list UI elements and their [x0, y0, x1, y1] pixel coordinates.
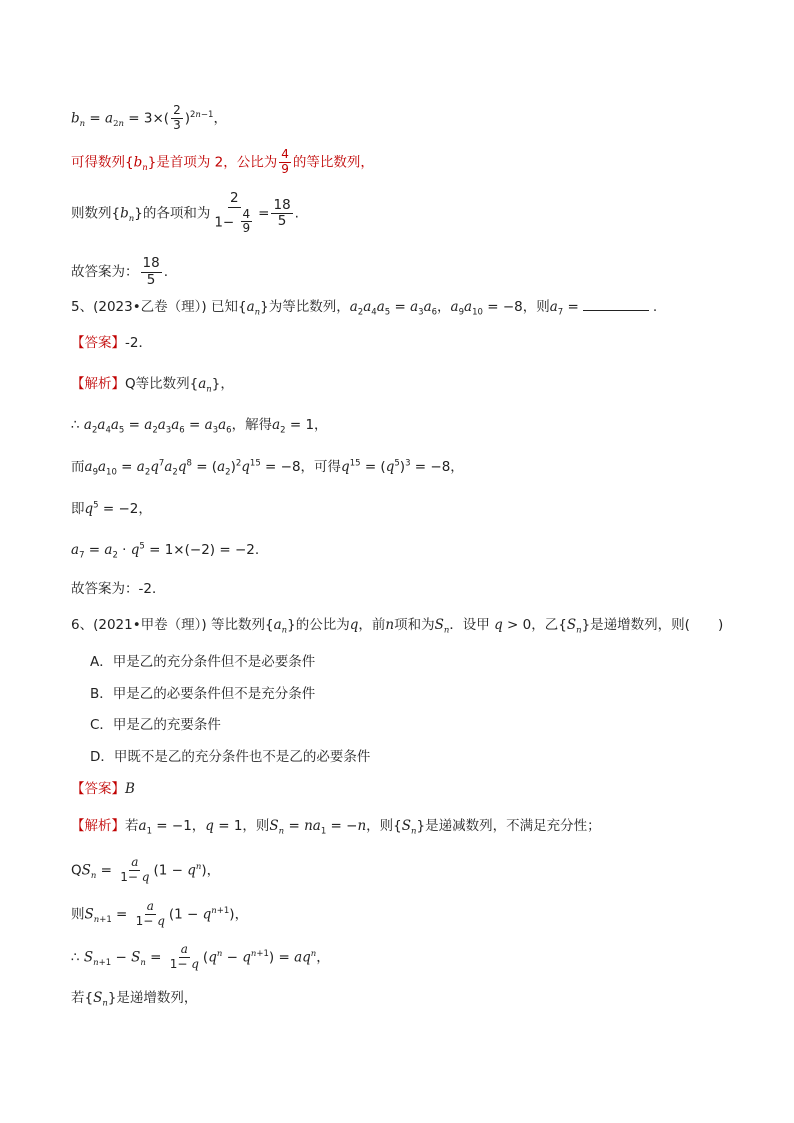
q5-answer: 【答案】-2．: [71, 335, 152, 351]
q6-analysis-3: 则$S_{n+1}$ = $\frac{a}{1- q}$ $(1 - q^{n+1})$，: [71, 899, 249, 928]
line-sum: 则数列$\{b_n\}$的各项和为 2 1− $\frac{4}{9}$ = $\frac{18}{5}$ .: [71, 190, 299, 236]
answer-blank: [583, 298, 649, 311]
q5-stem: 5、(2023•乙卷（理）) 已知$\{a_n\}$为等比数列，$a_2a_4a_5 = a_3a_6$，$a_9a_{10} = -8$，则$a_7$ = .: [71, 299, 658, 318]
q5-analysis-2: ∴ $a_2a_4a_5 = a_2a_3a_6 = a_3a_6$，解得$a_2 = 1$，: [71, 417, 328, 436]
option-a: A．甲是乙的充分条件但不是必要条件: [90, 654, 316, 670]
q6-analysis-2: $QS_n$ = $\frac{a}{1- q}$ $(1 - q^n)$，: [71, 855, 221, 884]
option-b: B．甲是乙的必要条件但不是充分条件: [90, 686, 316, 702]
q6-stem: 6、(2021•甲卷（理）) 等比数列$\{a_n\}$的公比为q，前n项和为$S_n$．设甲 q > 0，乙$\{S_n\}$是递增数列，则( ): [71, 617, 724, 636]
q6-answer: 【答案】B: [71, 781, 135, 797]
q6-analysis-1: 【解析】若$a_1 = -1$，q = 1，则$S_n = na_1 = -n$，则$\{S_n\}$是递减数列，不满足充分性；: [71, 818, 601, 837]
q6-analysis-5: 若$\{S_n\}$是递增数列，: [71, 990, 198, 1009]
line-ratio: 可得数列$\{b_n\}$是首项为 2，公比为 $\frac{4}{9}$ 的等比数列，: [71, 147, 374, 176]
q5-final-answer: 故答案为：-2．: [71, 581, 166, 597]
q5-analysis-4: 即$q^5 = -2$，: [71, 500, 152, 517]
q5-analysis-5: $a_7 = a_2 \cdot q^5 = 1\times(-2) = -2$.: [71, 541, 260, 561]
option-c: C．甲是乙的充要条件: [90, 717, 221, 733]
line-answer-prev: 故答案为： $\frac{18}{5}$ .: [71, 255, 168, 288]
q5-analysis-1: 【解析】Q等比数列$\{a_n\}$，: [71, 376, 234, 395]
formula-bn: $b_n = a_{2n} = 3\times$( $\frac{2}{3}$ )$^{2n-1}$，: [71, 103, 227, 132]
option-d: D．甲既不是乙的充分条件也不是乙的必要条件: [90, 749, 371, 765]
q5-analysis-3: 而$a_9a_{10} = a_2q^7a_2q^8 = (a_2)^2q^{15} = -8$，可得$q^{15} = (q^5)^3 = -8$，: [71, 458, 464, 478]
q6-analysis-4: ∴ $S_{n+1} - S_n$ = $\frac{a}{1- q}$ $(q^n - q^{n+1}) = aq^n$，: [71, 942, 330, 971]
